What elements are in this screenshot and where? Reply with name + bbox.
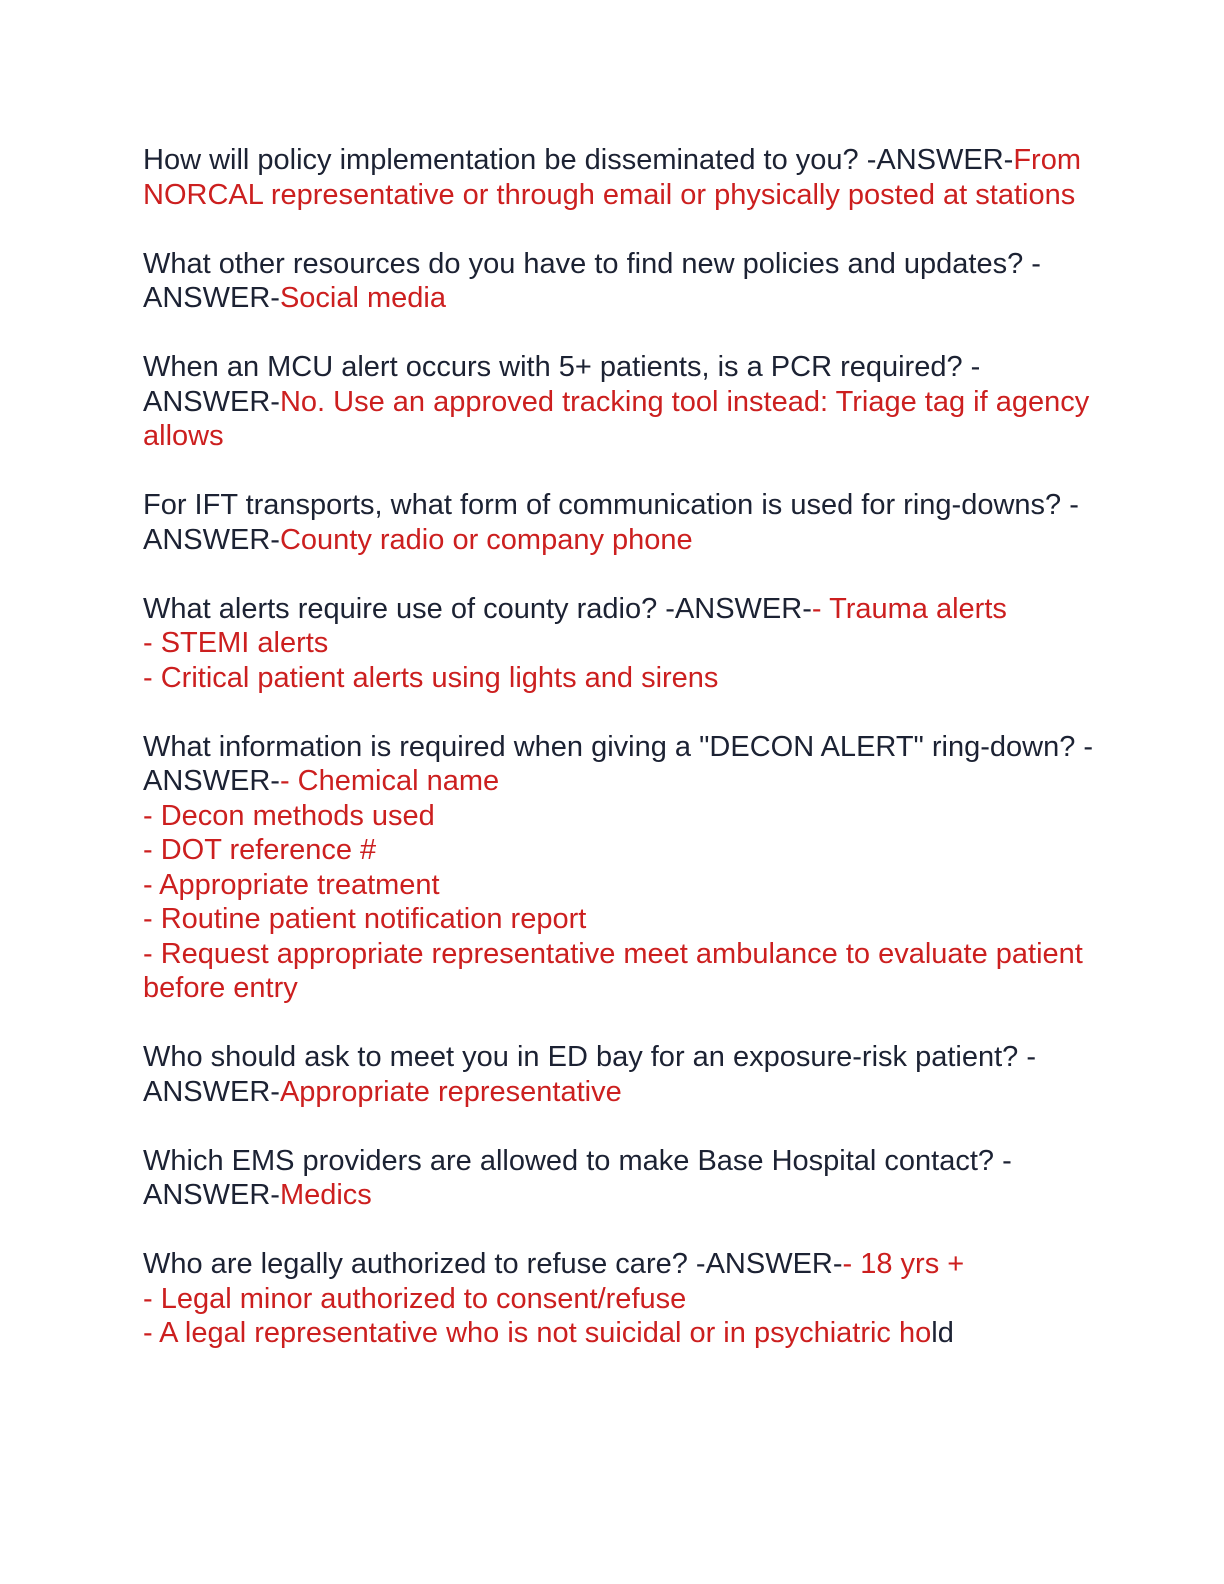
answer-text: - Trauma alerts - STEMI alerts - Critical patient alerts using lights and sirens [143,592,1007,694]
qa-item [143,143,1103,212]
answer-text: From NORCAL representative or through email or physically posted at stations [143,144,1082,211]
qa-item [143,247,1103,316]
document-page [143,143,1103,1385]
qa-item [143,1247,1103,1351]
qa-item [143,592,1103,696]
answer-text: County radio or company phone [279,523,693,556]
question-text: Who are legally authorized to refuse care? -ANSWER- [143,1248,843,1280]
question-text: How will policy implementation be disseminated to you? -ANSWER- [143,144,1014,176]
qa-item [143,1040,1103,1109]
qa-item [143,1144,1103,1213]
answer-text: No. Use an approved tracking tool instead: Triage tag if agency allows [143,385,1090,452]
question-text: What other resources do you have to find new policies and updates? -ANSWER- [143,247,1041,314]
answer-text: - Chemical name - Decon methods used - DOT reference # - Appropriate treatment - Routine patient notification report - Request appropriate representative meet ambulance to evaluate patient before entry [143,765,1083,1004]
question-text: Which EMS providers are allowed to make Base Hospital contact? -ANSWER- [143,1144,1012,1211]
qa-item [143,350,1103,454]
qa-item [143,730,1103,1006]
answer-text: Social media [279,282,446,314]
question-text: When an MCU alert occurs with 5+ patients, is a PCR required? -ANSWER- [143,351,981,418]
question-text: Who should ask to meet you in ED bay for an exposure-risk patient? -ANSWER- [143,1041,1036,1108]
question-text: What information is required when giving a "DECON ALERT" ring-down? -ANSWER- [143,730,1094,797]
answer-text: - 18 yrs + - Legal minor authorized to consent/refuse - A legal representative who is not suicidal or in psychiatric ho [143,1248,965,1349]
answer-text: Medics [279,1179,372,1211]
answer-tail-text: ld [931,1317,954,1349]
answer-text: Appropriate representative [279,1075,622,1108]
question-text: What alerts require use of county radio? -ANSWER- [143,592,812,625]
qa-item [143,488,1103,557]
question-text: For IFT transports, what form of communication is used for ring-downs? -ANSWER- [143,489,1079,556]
